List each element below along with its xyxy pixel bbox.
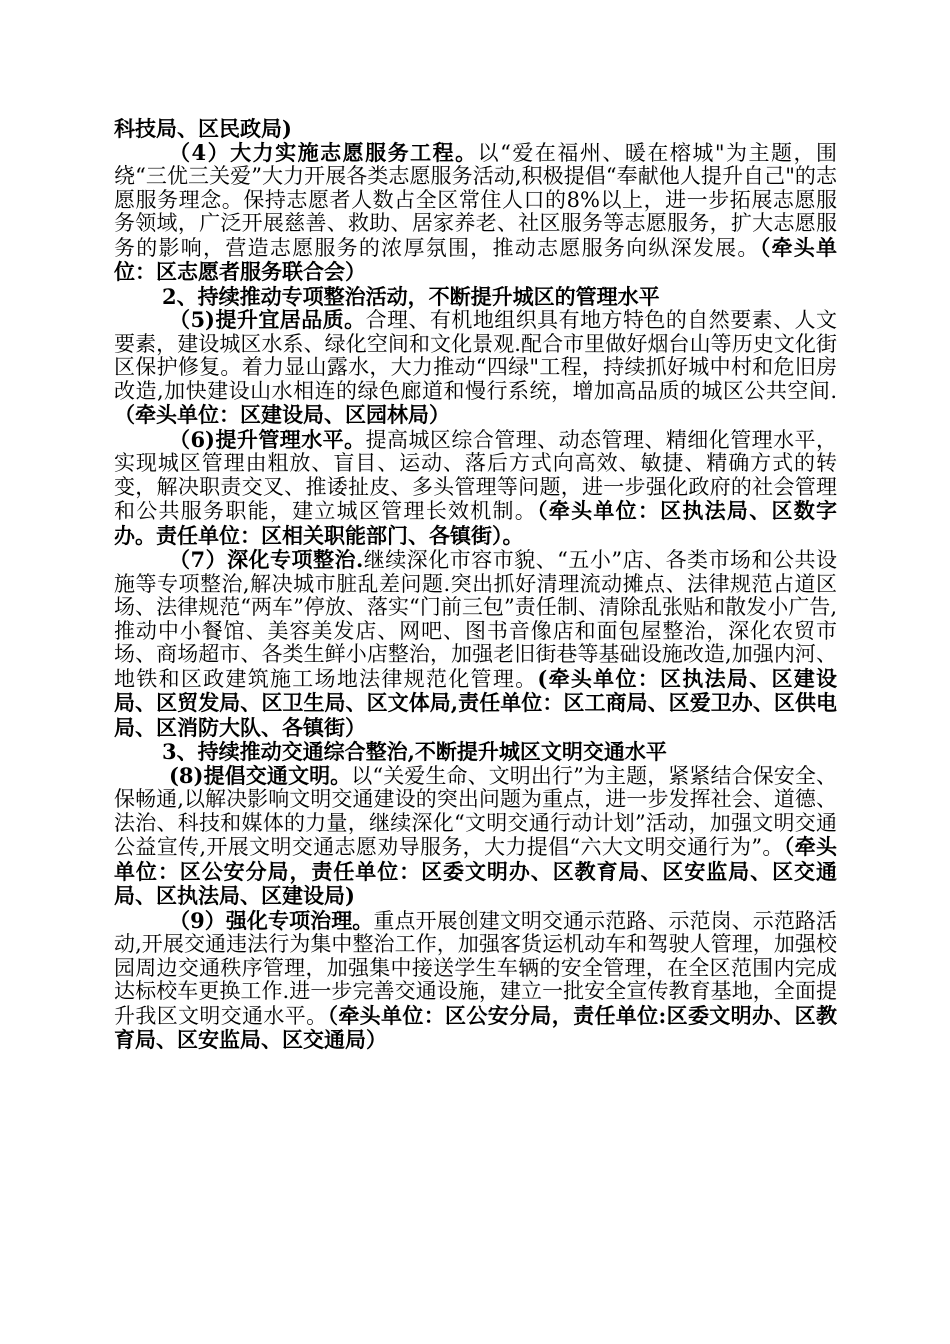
section-heading-3: 3、持续推动交通综合整治,不断提升城区文明交通水平 [162,739,667,764]
item-title: （4）大力实施志愿服务工程。 [169,139,478,165]
item-title: （7）深化专项整治. [169,547,364,572]
item-lead-unit: (牵头单位：区执法局、区建设局、区贸发局、区卫生局、区文体局,责任单位：区工商局、区爱卫办、区供电局、区消防大队、各镇街） [114,665,838,740]
item-body: 提高城区综合管理、动态管理、精细化管理水平，实现城区管理由粗放、盲目、运动、落后方式向高效、敏捷、精确方式的转变，解决职责交叉、推诿扯皮、多头管理等问题，进一步强化政府的社会管理和公共服务职能，建立城区管理长效机制。 [114,427,837,523]
item-title: (8)提倡交通文明。 [169,762,352,788]
continuation-line: 科技局、区民政局) [114,116,292,141]
item-body: 合理、有机地组织具有地方特色的自然要素、人文要素，建设城区水系、绿化空间和文化景观.配合市里做好烟台山等历史文化街区保护修复。着力显山露水，大力推动“四绿"工程，持续抓好城中村和危旧房改造,加快建设山水相连的绿色廊道和慢行系统，增加高品质的城区公共空间. [114,308,837,403]
item-4 [114,141,837,285]
item-lead-unit: （牵头单位：区建设局、区园林局） [114,402,450,427]
item-body: 以“爱在福州、暖在榕城"为主题，围绕“三优三关爱”大力开展各类志愿服务活动,积极提倡“奉献他人提升自己"的志愿服务理念。保持志愿者人数占全区常住人口的8%以上，进一步拓展志愿服务领域，广泛开展慈善、救助、居家养老、社区服务等志愿服务，扩大志愿服务的影响，营造志愿服务的浓厚氛围，推动志愿服务向纵深发展。 [114,140,837,260]
item-7 [114,548,837,740]
item-9 [114,909,837,1053]
document-page [114,117,837,1053]
item-title: （6)提升管理水平。 [169,426,366,452]
item-lead-unit: （牵头单位：区志愿者服务联合会） [114,234,837,284]
item-lead-unit: （牵头单位：区执法局、区数字办。责任单位：区相关职能部门、各镇街）。 [114,498,837,548]
item-body: 以“关爱生命、文明出行”为主题，紧紧结合保安全、保畅通,以解决影响文明交通建设的突出问题为重点，进一步发挥社会、道德、法治、科技和媒体的力量，继续深化“文明交通行动计划”活动，加强文明交通公益宣传,开展文明交通志愿劝导服务，大力提倡“六大文明交通行为”。 [114,763,837,859]
item-6 [114,428,837,549]
item-8 [114,764,837,909]
item-body: 重点开展创建文明交通示范路、示范岗、示范路活动,开展交通违法行为集中整治工作，加强客货运机动车和驾驶人管理，加强校园周边交通秩序管理，加强集中接送学生车辆的安全管理，在全区范围内完成达标校车更换工作.进一步完善交通设施，建立一批安全宣传教育基地，全面提升我区文明交通水平。 [114,908,837,1028]
item-5 [114,308,837,428]
item-title: （5)提升宜居品质。 [169,307,366,332]
item-lead-unit: （牵头单位：区公安分局，责任单位：区委文明办、区教育局、区安监局、区交通局、区执法局、区建设局) [114,834,838,908]
section-heading-2: 2、持续推动专项整治活动，不断提升城区的管理水平 [162,283,660,309]
item-title: （9）强化专项治理。 [169,907,374,933]
item-body: 继续深化市容市貌、“五小”店、各类市场和公共设施等专项整治,解决城市脏乱差问题.突出抓好清理流动摊点、法律规范占道区场、法律规范“两车”停放、落实“门前三包”责任制、清除乱张贴和散发小广告,推动中小餐馆、美容美发店、网吧、图书音像店和面包屋整治，深化农贸市场、商场超市、各类生鲜小店整治，加强老旧街巷等基础设施改造,加强内河、地铁和区政建筑施工场地法律规范化管理。 [114,548,837,691]
item-lead-unit: （牵头单位：区公安分局，责任单位:区委文明办、区教育局、区安监局、区交通局） [114,1002,838,1052]
